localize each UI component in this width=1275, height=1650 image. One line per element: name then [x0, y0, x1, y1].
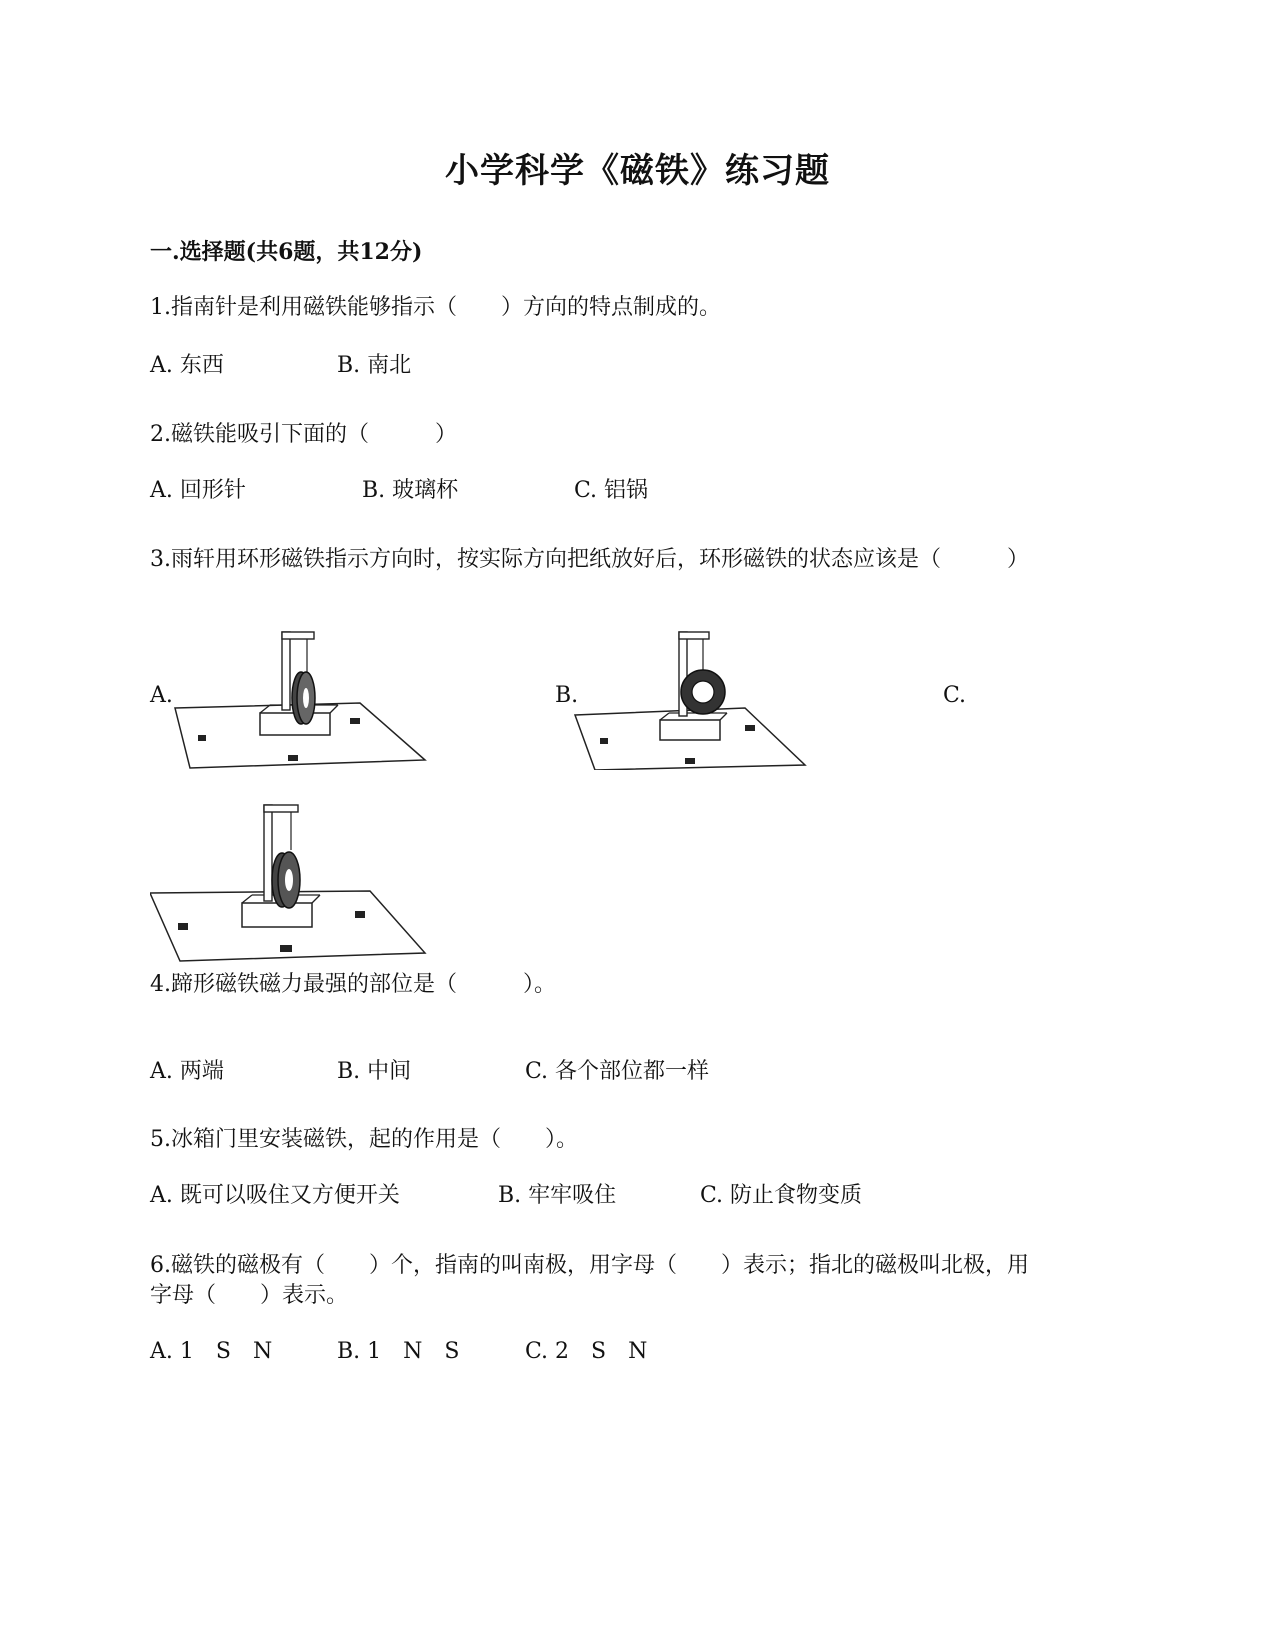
section-heading: 一.选择题(共6题，共12分): [150, 239, 423, 265]
question-5-stem: 5.冰箱门里安装磁铁，起的作用是（ ）。: [150, 1127, 578, 1152]
question-1-stem: 1.指南针是利用磁铁能够指示（ ）方向的特点制成的。: [150, 295, 721, 320]
question-3-option-a: A.: [150, 683, 173, 708]
question-2-stem: 2.磁铁能吸引下面的（ ）: [150, 422, 457, 447]
question-3-option-c: C.: [943, 683, 967, 708]
question-2-option-b: B. 玻璃杯: [362, 478, 459, 503]
question-5-option-b: B. 牢牢吸住: [498, 1183, 617, 1208]
ring-magnet-figure-c: [150, 795, 430, 965]
ring-magnet-figure-a: [170, 620, 430, 770]
question-6-option-b: B. 1 N S: [337, 1339, 460, 1364]
question-4-option-c: C. 各个部位都一样: [525, 1059, 710, 1084]
question-4-stem: 4.蹄形磁铁磁力最强的部位是（ ）。: [150, 972, 556, 997]
ring-magnet-figure-b: [565, 620, 815, 770]
question-3-option-b: B.: [555, 683, 579, 708]
question-4-option-a: A. 两端: [150, 1059, 224, 1084]
question-6-option-a: A. 1 S N: [150, 1339, 273, 1364]
page-title: 小学科学《磁铁》练习题: [445, 151, 830, 191]
question-3-stem: 3.雨轩用环形磁铁指示方向时，按实际方向把纸放好后，环形磁铁的状态应该是（ ）: [150, 547, 1029, 572]
question-6-option-c: C. 2 S N: [525, 1339, 648, 1364]
question-2-option-c: C. 铝锅: [574, 478, 649, 503]
question-4-option-b: B. 中间: [337, 1059, 412, 1084]
question-5-option-a: A. 既可以吸住又方便开关: [150, 1183, 400, 1208]
question-1-option-a: A. 东西: [150, 353, 224, 378]
question-6-stem-line-1: 6.磁铁的磁极有（ ）个，指南的叫南极，用字母（ ）表示；指北的磁极叫北极，用: [150, 1253, 1029, 1278]
question-2-option-a: A. 回形针: [150, 478, 246, 503]
question-1-option-b: B. 南北: [337, 353, 412, 378]
question-6-stem-line-2: 字母（ ）表示。: [150, 1283, 349, 1308]
question-5-option-c: C. 防止食物变质: [700, 1183, 863, 1208]
